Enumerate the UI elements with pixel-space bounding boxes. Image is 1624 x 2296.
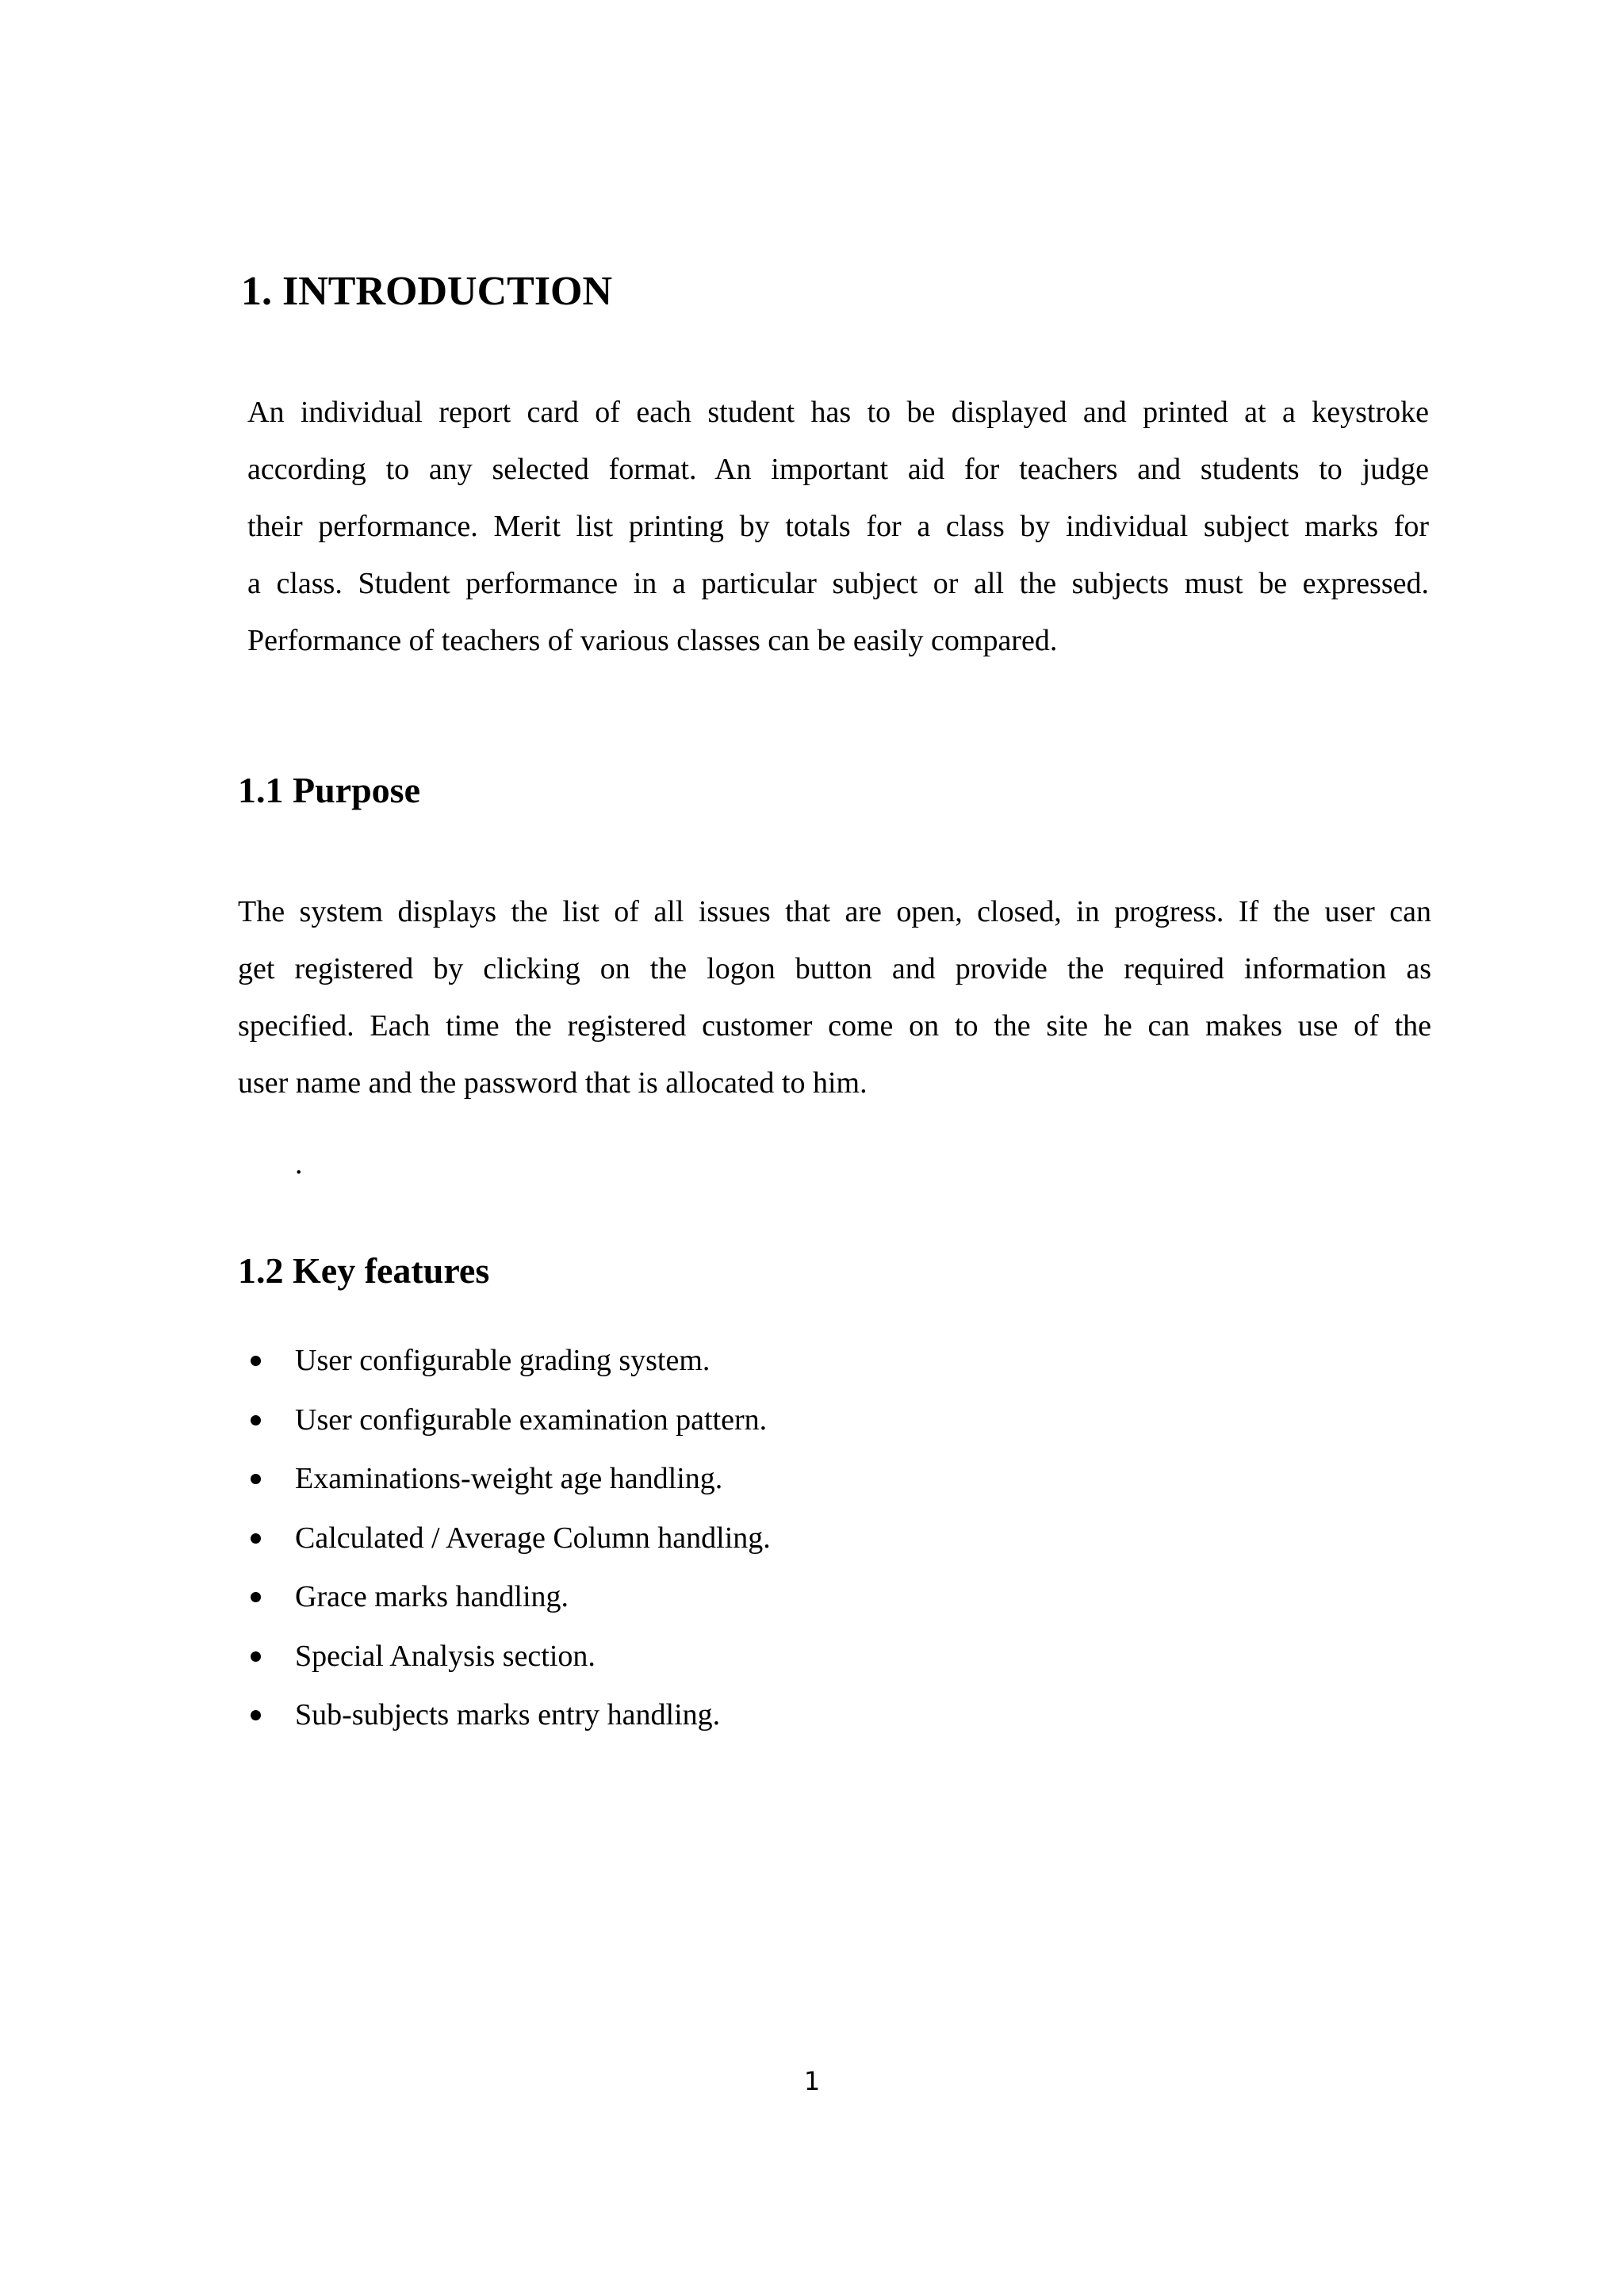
list-item-text: Sub-subjects marks entry handling. (295, 1698, 721, 1732)
paragraph-line: Performance of teachers of various classes can be easily compared. (247, 624, 1058, 657)
list-item (238, 1632, 771, 1692)
bullet-icon (251, 1710, 261, 1720)
paragraph-line: their performance. Merit list printing by totals for a class by individual subject marks for (247, 510, 1429, 543)
list-item-text: Grace marks handling. (295, 1580, 569, 1613)
paragraph-line: An individual report card of each student has to be displayed and printed at a keystroke (247, 396, 1429, 429)
bullet-icon (251, 1356, 261, 1366)
list-item (238, 1455, 771, 1514)
page-title: 1. INTRODUCTION (241, 269, 613, 314)
list-item (238, 1573, 771, 1632)
list-item (238, 1514, 771, 1574)
bullet-icon (251, 1415, 261, 1425)
list-item-text: Calculated / Average Column handling. (295, 1521, 771, 1555)
list-item-text: User configurable grading system. (295, 1344, 710, 1377)
bullet-icon (251, 1533, 261, 1544)
paragraph-line: get registered by clicking on the logon button and provide the required information as (238, 952, 1431, 985)
list-item (238, 1396, 771, 1456)
page-number: 1 (803, 2066, 821, 2096)
trailing-period: . (295, 1147, 303, 1181)
paragraph-line: The system displays the list of all issues that are open, closed, in progress. If the user can (238, 895, 1431, 928)
paragraph-line: specified. Each time the registered customer come on to the site he can makes use of the (238, 1009, 1431, 1043)
paragraph-line: a class. Student performance in a particular subject or all the subjects must be expressed. (247, 567, 1429, 600)
list-item-text: User configurable examination pattern. (295, 1402, 768, 1437)
paragraph-line: user name and the password that is allocated to him. (238, 1066, 868, 1100)
list-item-text: Special Analysis section. (295, 1639, 596, 1673)
bullet-icon (251, 1474, 261, 1484)
bullet-icon (251, 1592, 261, 1602)
purpose-heading: 1.1 Purpose (238, 770, 420, 810)
purpose-paragraph (238, 883, 1431, 1112)
list-item (238, 1337, 771, 1396)
introduction-paragraph (247, 384, 1429, 669)
list-item (238, 1691, 771, 1751)
key-features-heading: 1.2 Key features (238, 1250, 490, 1291)
bullet-icon (251, 1651, 261, 1662)
paragraph-line: according to any selected format. An important aid for teachers and students to judge (247, 453, 1429, 486)
list-item-text: Examinations-weight age handling. (295, 1462, 723, 1495)
key-features-list (238, 1337, 771, 1751)
